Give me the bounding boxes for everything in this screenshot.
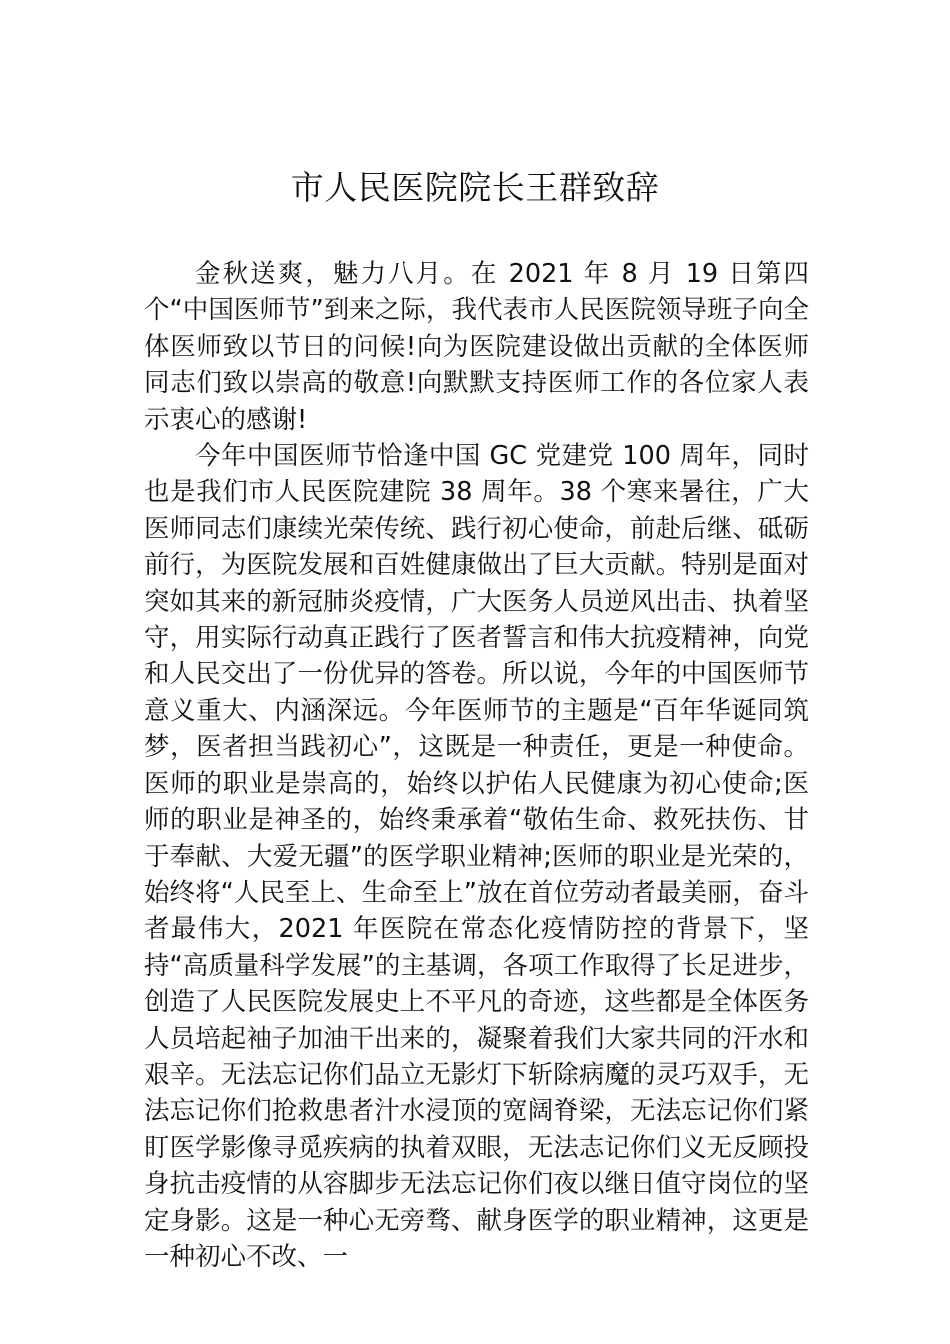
document-body [144, 256, 809, 1275]
document-title: 市人民医院院长王群致辞 [290, 168, 660, 207]
paragraph-greeting: 金秋送爽，魅力八月。在 2021 年 8 月 19 日第四个“中国医师节”到来之际，我代表市人民医院领导班子向全体医师致以节日的问候!向为医院建设做出贡献的全体医师同志们致以崇高的敬意!向默默支持医师工作的各位家人表示衷心的感谢! [144, 259, 809, 435]
paragraph-main: 今年中国医师节恰逢中国 GC 党建党 100 周年，同时也是我们市人民医院建院 38 周年。38 个寒来暑往，广大医师同志们康续光荣传统、践行初心使命，前赴后继、砥砺前行，为医院发展和百姓健康做出了巨大贡献。特别是面对突如其来的新冠肺炎疫情，广大医务人员逆风出击、执着坚守，用实际行动真正践行了医者誓言和伟大抗疫精神，向党和人民交出了一份优异的答卷。所以说，今年的中国医师节意义重大、内涵深远。今年医师节的主题是“百年华诞同筑梦，医者担当践初心”，这既是一种责任，更是一种使命。医师的职业是崇高的，始终以护佑人民健康为初心使命;医师的职业是神圣的，始终秉承着“敬佑生命、救死扶伤、甘于奉献、大爱无疆”的医学职业精神;医师的职业是光荣的，始终将“人民至上、生命至上”放在首位劳动者最美丽，奋斗者最伟大，2021 年医院在常态化疫情防控的背景下，坚持“高质量科学发展”的主基调，各项工作取得了长足进步，创造了人民医院发展史上不平凡的奇迹，这些都是全体医务人员培起袖子加油干出来的，凝聚着我们大家共同的汗水和艰辛。无法忘记你们品立无影灯下斩除病魔的灵巧双手，无法忘记你们抢救患者汁水浸顶的宽阔脊梁，无法忘记你们紧盯医学影像寻觅疾病的执着双眼，无法志记你们义无反顾投身抗击疫情的从容脚步无法忘记你们夜以继日值守岗位的坚定身影。这是一种心无旁骛、献身医学的职业精神，这更是一种初心不改、一 [144, 441, 809, 1272]
